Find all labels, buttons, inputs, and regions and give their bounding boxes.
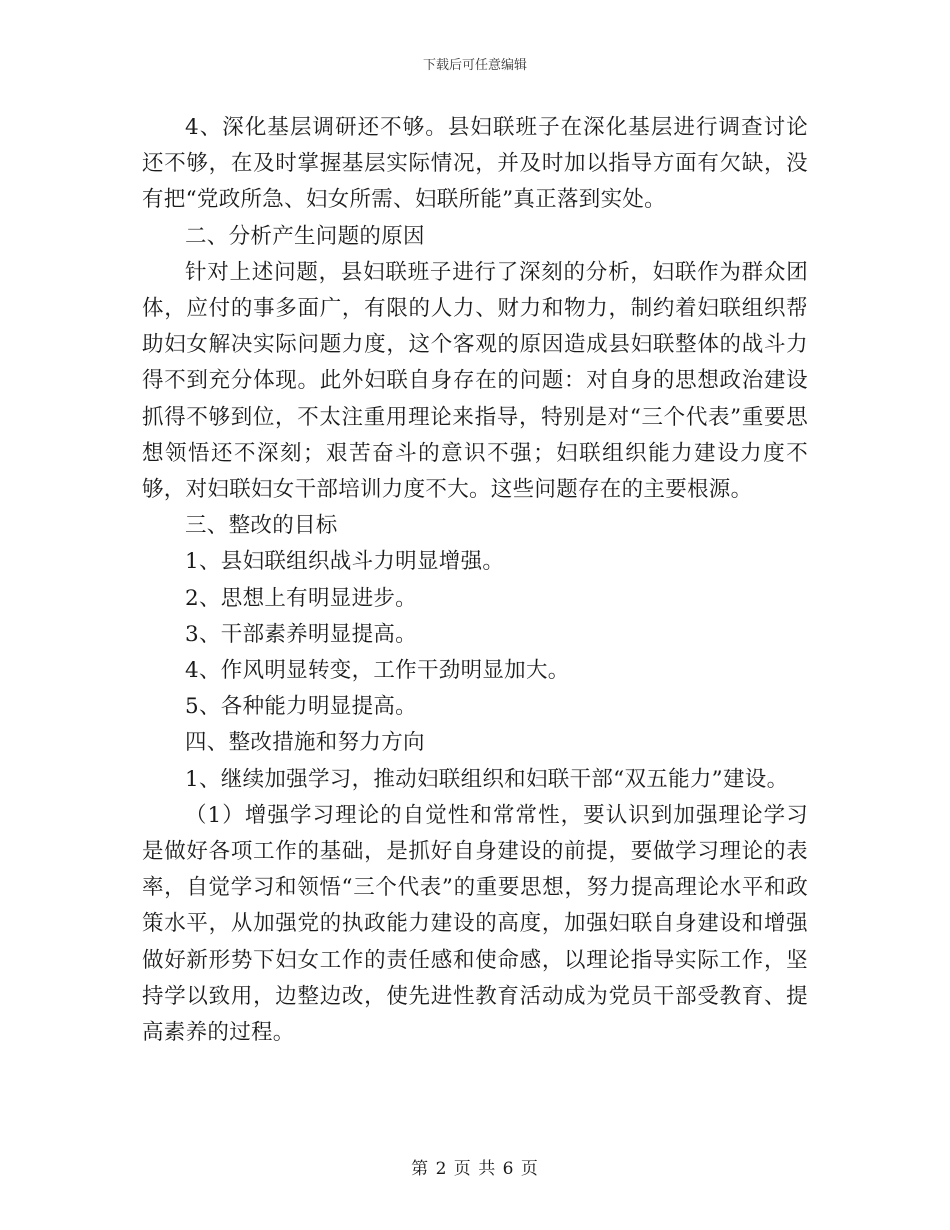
paragraph-study-theory: （1）增强学习理论的自觉性和常常性，要认识到加强理论学习是做好各项工作的基础，是抓好自身建设的前提，要做学习理论的表率，自觉学习和领悟“三个代表”的重要思想，努力提高理论水平和政策水平，从加强党的执政能力建设的高度，加强妇联自身建设和增强做好新形势下妇女工作的责任感和使命感，以理论指导实际工作，坚持学以致用，边整边改，使先进性教育活动成为党员干部受教育、提高素养的过程。 bbox=[142, 802, 808, 1046]
document-body bbox=[142, 110, 808, 1051]
page-header: 下载后可任意编辑 bbox=[422, 58, 527, 73]
measure-item: 1、继续加强学习，推动妇联组织和妇联干部“双五能力”建设。 bbox=[185, 766, 789, 792]
goal-item: 2、思想上有明显进步。 bbox=[185, 585, 417, 611]
section-heading-goals: 三、整改的目标 bbox=[185, 513, 338, 539]
paragraph-investigation-gap: 4、深化基层调研还不够。县妇联班子在深化基层进行调查讨论还不够，在及时掌握基层实际情况，并及时加以指导方面有欠缺，没有把“党政所急、妇女所需、妇联所能”真正落到实处。 bbox=[142, 115, 808, 213]
goal-item: 3、干部素养明显提高。 bbox=[185, 621, 417, 647]
paragraph-cause-analysis: 针对上述问题，县妇联班子进行了深刻的分析，妇联作为群众团体，应付的事多面广，有限的人力、财力和物力，制约着妇联组织帮助妇女解决实际问题力度，这个客观的原因造成县妇联整体的战斗力得不到充分体现。此外妇联自身存在的问题：对自身的思想政治建设抓得不够到位，不太注重用理论来指导，特别是对“三个代表”重要思想领悟还不深刻；艰苦奋斗的意识不强；妇联组织能力建设力度不够，对妇联妇女干部培训力度不大。这些问题存在的主要根源。 bbox=[142, 259, 808, 503]
goal-item: 4、作风明显转变，工作干劲明显加大。 bbox=[185, 658, 570, 684]
section-heading-measures: 四、整改措施和努力方向 bbox=[185, 730, 425, 756]
page-number-footer: 第 2 页 共 6 页 bbox=[411, 1159, 539, 1179]
section-heading-causes: 二、分析产生问题的原因 bbox=[185, 223, 425, 249]
goal-item: 5、各种能力明显提高。 bbox=[185, 694, 417, 720]
goal-item: 1、县妇联组织战斗力明显增强。 bbox=[185, 549, 505, 575]
